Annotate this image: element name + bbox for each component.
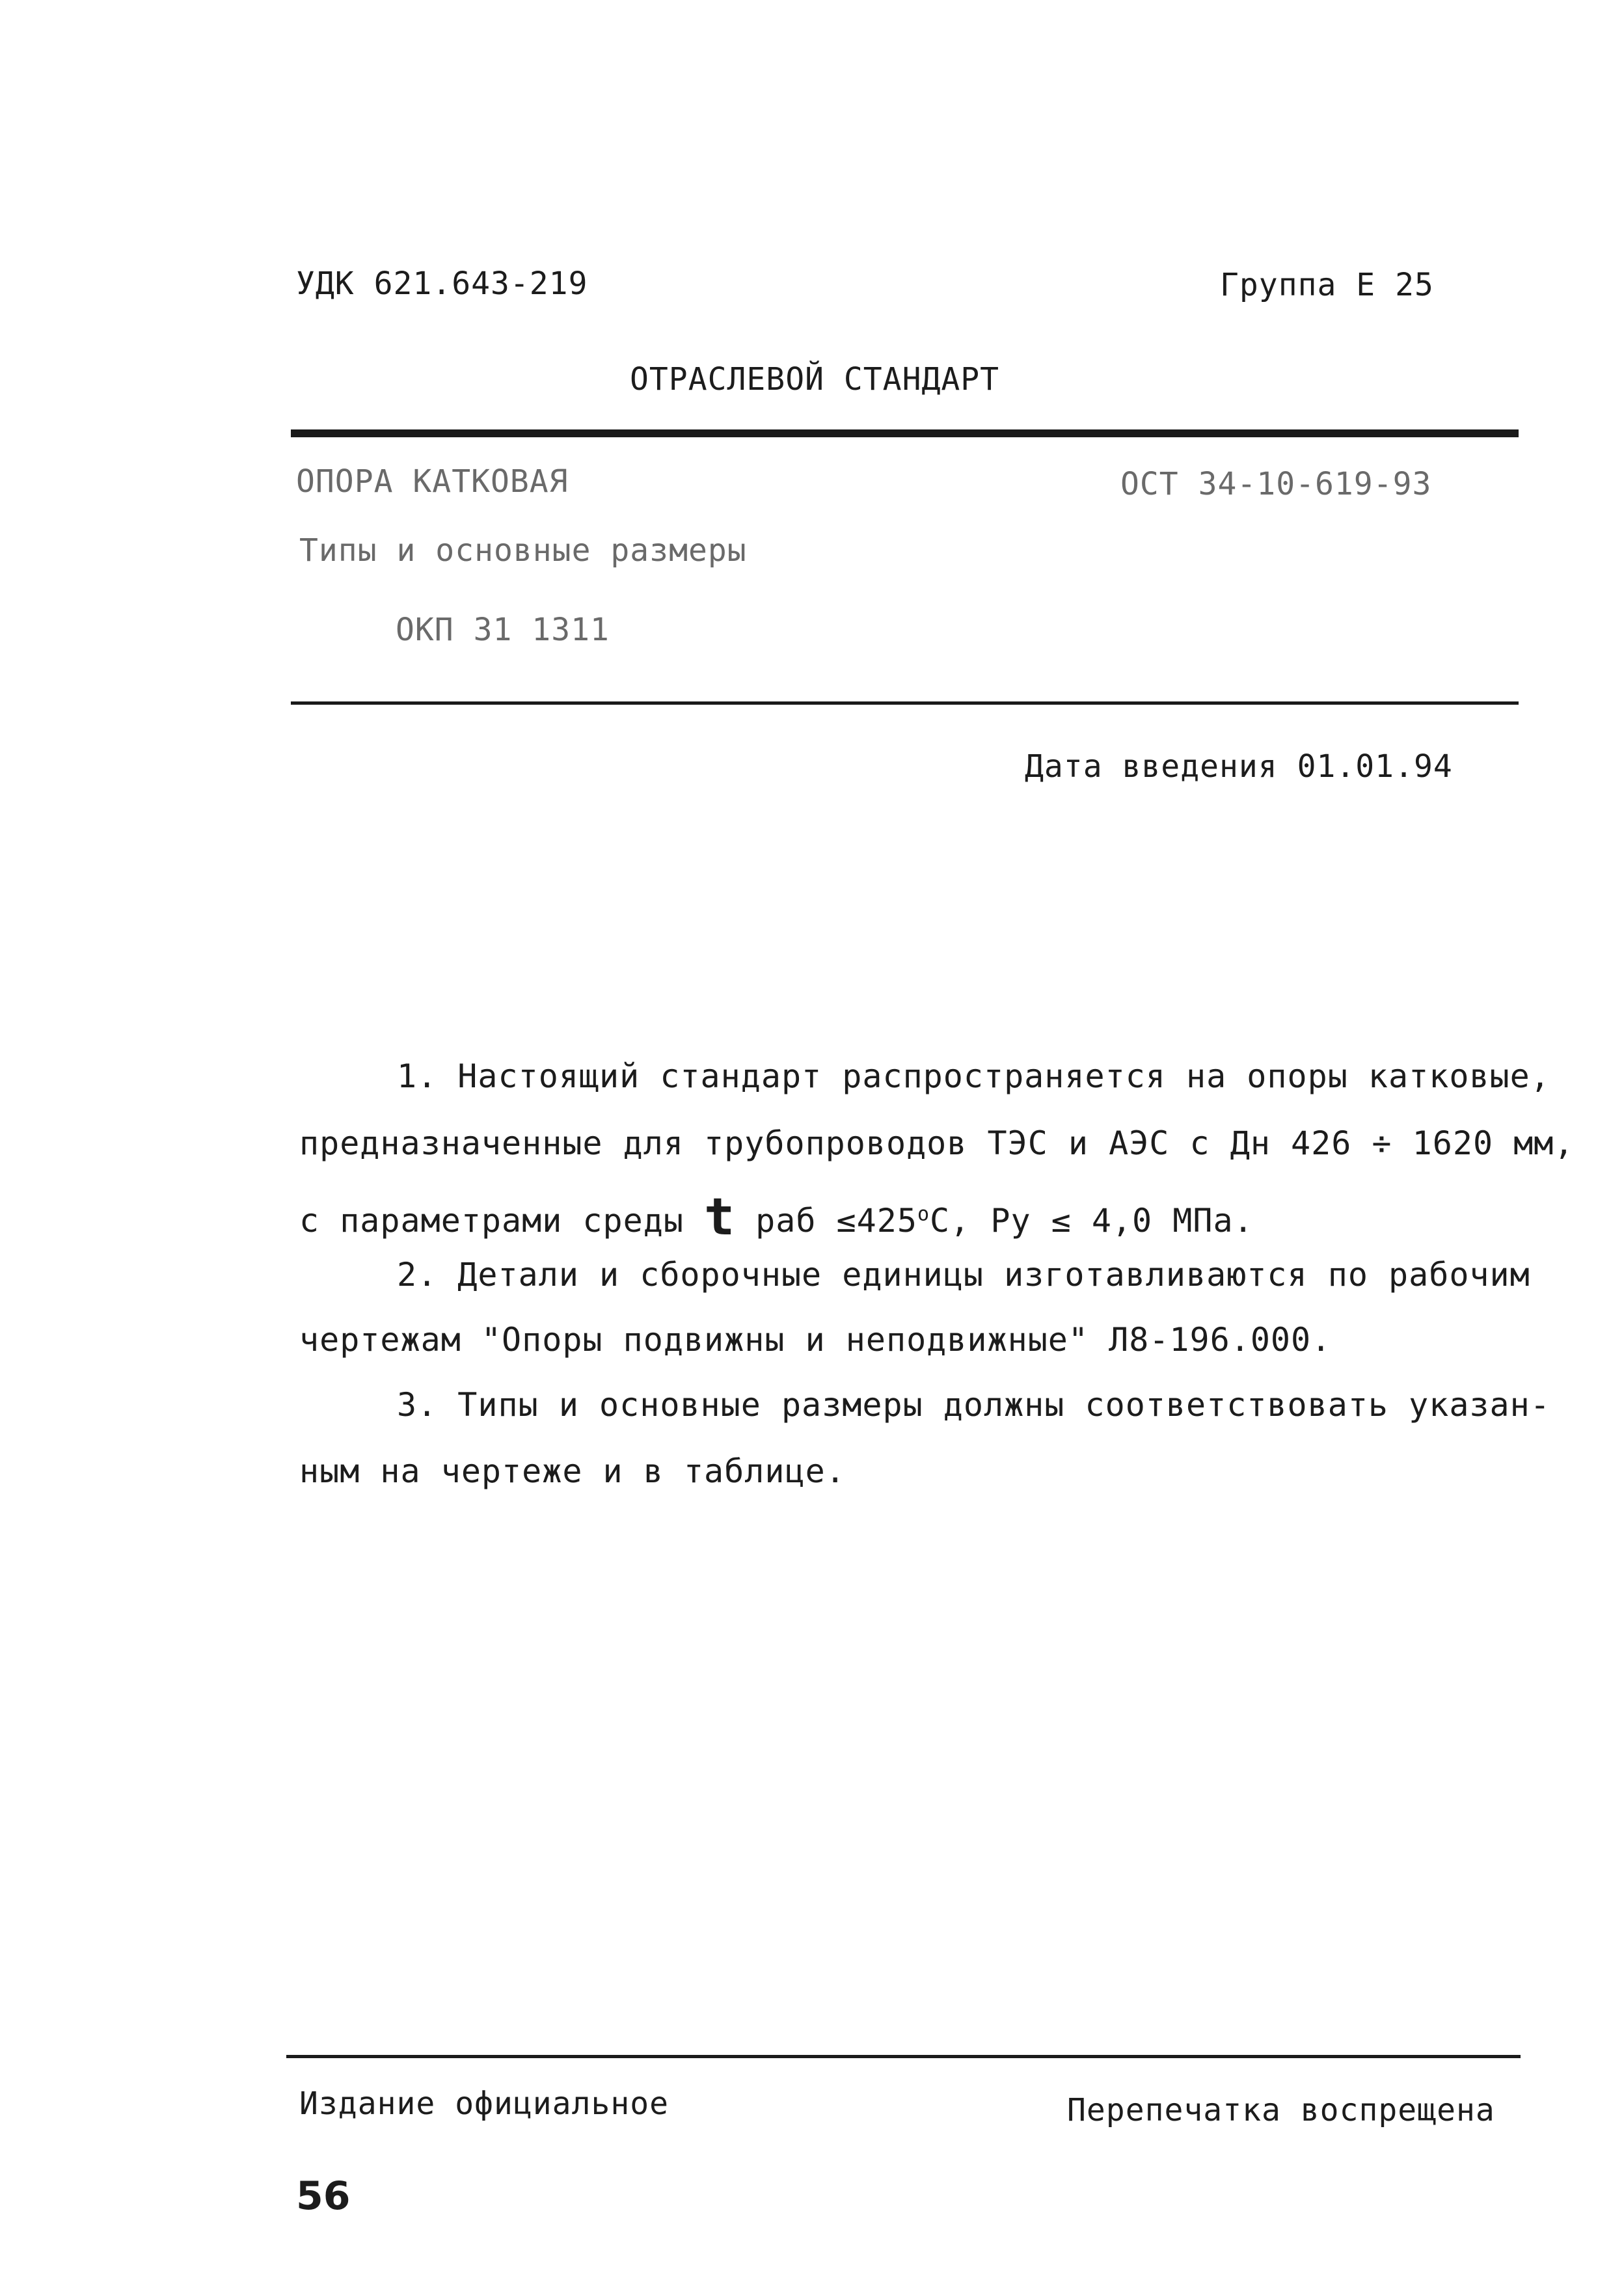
pressure-limit: С, Ру ≤ 4,0 МПа. (930, 1202, 1254, 1240)
document-title: ОПОРА КАТКОВАЯ (296, 463, 569, 500)
paragraph-3-line-2: ным на чертеже и в таблице. (299, 1452, 846, 1490)
edition-label: Издание официальное (299, 2085, 670, 2122)
standard-type-heading: ОТРАСЛЕВОЙ СТАНДАРТ (630, 361, 1000, 398)
paragraph-1-line-1: 1. Настоящий стандарт распространяется на опоры катковые, (397, 1057, 1550, 1095)
page-number: 56 (296, 2173, 351, 2219)
document-subtitle: Типы и основные размеры (299, 532, 747, 569)
paragraph-3-line-1: 3. Типы и основные размеры должны соответствовать указан- (397, 1386, 1550, 1424)
paragraph-2-line-2: чертежам "Опоры подвижны и неподвижные" Л8-196.000. (299, 1321, 1332, 1359)
introduction-date: Дата введения 01.01.94 (1025, 748, 1453, 785)
udk-code: УДК 621.643-219 (296, 265, 588, 302)
standard-code: ОСТ 34-10-619-93 (1120, 466, 1432, 502)
header-thick-rule (291, 429, 1519, 437)
paragraph-1-line-2: предназначенные для трубопроводов ТЭС и АЭС с Дн 426 ÷ 1620 мм, (299, 1124, 1575, 1162)
title-block-rule (291, 701, 1519, 705)
reprint-notice: Перепечатка воспрещена (1067, 2092, 1495, 2128)
group-label: Группа Е 25 (1220, 267, 1434, 303)
temperature-symbol: t (704, 1188, 736, 1247)
okp-code: ОКП 31 1311 (396, 612, 610, 648)
paragraph-1-line-3 (299, 1188, 1254, 1247)
paragraph-2-line-1: 2. Детали и сборочные единицы изготавливаются по рабочим (397, 1256, 1530, 1294)
working-temperature-limit: раб ≤425 (755, 1202, 917, 1240)
footer-rule (286, 2055, 1521, 2058)
medium-parameters-label: с параметрами среды (299, 1202, 684, 1240)
degree-symbol: о (917, 1202, 930, 1226)
